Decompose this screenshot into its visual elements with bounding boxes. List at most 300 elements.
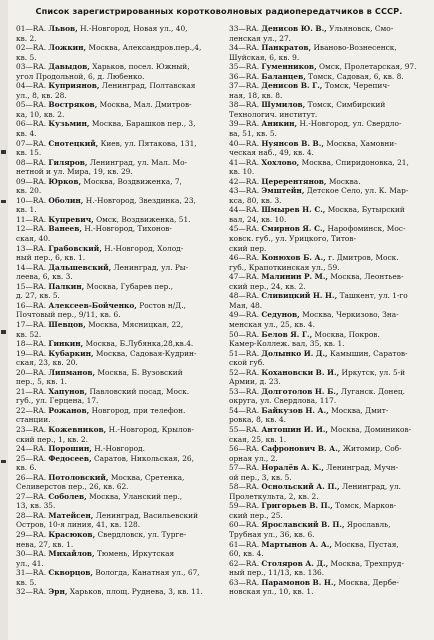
entry-callsign: 20—RA. (16, 367, 47, 377)
entry-address-continuation: ский пер., 25. (229, 510, 283, 520)
entry-callsign: 32—RA. (16, 587, 47, 597)
entry-owner-name: Норалёв А. К., (261, 463, 324, 473)
entry-address-continuation: ная, 18, кв. 8. (229, 90, 283, 100)
entry-address: Павловский посад, Моск. (89, 386, 190, 396)
registry-entry (16, 244, 219, 254)
entry-callsign: 42—RA. (229, 176, 260, 186)
entry-owner-name: Денисов Ю. В., (261, 24, 327, 33)
entry-address: Луганск. Донец. (340, 386, 405, 396)
entry-owner-name: Седунов, (261, 310, 300, 320)
entry-address: Вологда, Канатная ул., 67, (95, 568, 200, 578)
entry-owner-name: Давыдов, (48, 62, 90, 72)
entry-address: Москва, Черкизово, Зна- (302, 310, 399, 320)
entry-owner-name: Купревич, (48, 214, 94, 224)
entry-callsign: 07—RA. (16, 138, 47, 148)
entry-address: Свердловск, ул. Турге- (97, 529, 187, 539)
entry-callsign: 21—RA. (16, 386, 47, 396)
entry-address-continuation: Пролеткульта, 2, кв. 2. (229, 491, 319, 501)
entry-address-continuation: округа, ул. Свердлова, 117. (229, 396, 337, 406)
entry-owner-name: Востряков, (48, 100, 98, 110)
registry-entry (229, 177, 425, 187)
entry-callsign: 25—RA. (16, 453, 47, 463)
entry-owner-name: Баланцев, (261, 71, 306, 81)
entry-address-continuation: губ., Крапоткинская ул., 59. (229, 262, 340, 272)
entry-address: Москва, Барашков пер., 3, (91, 119, 196, 129)
entry-address-continuation: Остров, 10-я линия, 41, кв. 128. (16, 520, 141, 530)
registry-entry (229, 253, 425, 263)
entry-owner-name: Панкратов, (261, 43, 312, 53)
registry-entry (229, 310, 425, 320)
entry-owner-name: Гиляров, (48, 157, 88, 167)
entry-callsign: 46—RA. (229, 253, 260, 263)
entry-address-continuation: Камер-Коллеж. вал, 35, кв. 1. (229, 339, 345, 349)
entry-address: Тюмень, Иркутская (96, 549, 175, 559)
entry-owner-name: Денисов В. Г., (261, 81, 323, 91)
entry-owner-name: Рожанов, (48, 405, 90, 415)
registry-entry (229, 62, 425, 72)
entry-owner-name: Долынко И. Д., (261, 348, 328, 358)
entry-address: Томск, Марков- (335, 501, 397, 511)
entry-address: Омск, Воздвиженка, 51. (96, 214, 191, 224)
entry-callsign: 50—RA. (229, 329, 260, 339)
entry-address: Ленинград, ул. Ры- (113, 262, 189, 272)
entry-address: Москва, Губарев пер., (86, 281, 174, 291)
entry-address: Н.-Новгород, Крылов- (108, 424, 194, 434)
entry-address-continuation: кв. 6. (16, 463, 37, 473)
entry-owner-name: Малинин Р. М., (261, 272, 328, 282)
registry-entry (16, 119, 219, 129)
entry-address: Москва, Спиридоновка, 21, (301, 157, 409, 167)
entry-owner-name: Столяров А. Д., (261, 558, 329, 568)
entry-callsign: 39—RA. (229, 119, 260, 129)
entry-owner-name: Юрков, (48, 176, 82, 186)
entry-owner-name: Ванеев, (48, 224, 82, 234)
entry-address-continuation: Шуйская, 6, кв. 9. (229, 52, 300, 62)
registry-entry (16, 587, 219, 597)
entry-address-continuation: орная ул., 2. (229, 453, 278, 463)
entry-address: Томск, Садовая, 6, кв. 8. (308, 71, 404, 81)
registry-entry (16, 224, 219, 234)
entry-owner-name: Хохлово, (261, 157, 300, 167)
entry-callsign: 06—RA. (16, 119, 47, 129)
entry-callsign: 59—RA. (229, 501, 260, 511)
entry-owner-name: Порошин, (48, 444, 92, 454)
entry-owner-name: Гуменников, (261, 62, 317, 72)
entry-callsign: 56—RA. (229, 444, 260, 454)
entry-address: Камышин, Саратов- (329, 348, 408, 358)
entry-callsign: 04—RA. (16, 81, 47, 91)
entry-callsign: 17—RA. (16, 319, 47, 329)
entry-callsign: 40—RA. (229, 138, 260, 148)
entry-address: Нарофоминск, Мос- (327, 224, 406, 234)
entry-callsign: 35—RA. (229, 62, 260, 72)
entry-owner-name: Снотецкий, (48, 138, 99, 148)
entry-owner-name: Парамонов В. Н., (261, 577, 337, 587)
entry-callsign: 15—RA. (16, 281, 47, 291)
entry-address-continuation: нетной и ул. Мира, 19, кв. 29. (16, 167, 133, 177)
registry-entry (16, 177, 219, 187)
entry-owner-name: Хапунов, (48, 386, 88, 396)
entry-address-continuation: ленская ул., 27. (229, 33, 292, 43)
entry-owner-name: Скворцов, (48, 568, 93, 578)
entry-callsign: 29—RA. (16, 529, 47, 539)
entry-callsign: 33—RA. (229, 24, 260, 33)
entry-owner-name: Гинкин, (48, 339, 84, 349)
entry-callsign: 16—RA. (16, 300, 47, 310)
registry-entry (16, 349, 219, 359)
entry-callsign: 22—RA. (16, 405, 47, 415)
entry-owner-name: Эрн, (48, 587, 68, 597)
registry-entry (229, 540, 425, 550)
entry-address: Детское Село, ул. К. Мар- (306, 186, 409, 196)
document-title: Список зарегистрированных коротковолновых радиопередатчиков в СССР. (35, 6, 403, 16)
entry-callsign: 08—RA. (16, 157, 47, 167)
entry-address: Ташкент, ул. 1-го (339, 291, 408, 301)
entry-callsign: 19—RA. (16, 348, 47, 358)
entry-address: Москва, Покров. (314, 329, 380, 339)
registry-entry (16, 282, 219, 292)
registry-entry (16, 444, 219, 454)
entry-address: Харьков, площ. Руднева, 3, кв. 11. (69, 587, 203, 597)
entry-callsign: 12—RA. (16, 224, 47, 234)
registry-entry (16, 511, 219, 521)
entry-owner-name: Долготолов Н. Б., (261, 386, 339, 396)
entry-address-continuation: менская ул., 25, кв. 4. (229, 319, 315, 329)
entry-address: Москва. (328, 176, 361, 186)
entry-address: Москва, Хамовни- (326, 138, 397, 148)
entry-callsign: 53—RA. (229, 386, 260, 396)
entry-address-continuation: ский пер., 1, кв. 2. (16, 434, 88, 444)
entry-callsign: 55—RA. (229, 424, 260, 434)
entry-callsign: 31—RA. (16, 568, 47, 578)
entry-address-continuation: ской губ. (229, 358, 265, 368)
entry-owner-name: Эмштейн, (261, 186, 305, 196)
entry-address: Москва, Воздвиженка, 7, (83, 176, 182, 186)
entry-address-continuation: угол Продольной, 6, д. Любенко. (16, 71, 145, 81)
entry-address-continuation: вал, 24, кв. 10. (229, 214, 287, 224)
entry-owner-name: Ярославский В. П., (261, 520, 345, 530)
registry-entry (229, 291, 425, 301)
entry-owner-name: Аникин, (261, 119, 298, 129)
registry-entry (16, 473, 219, 483)
registry-entry (229, 119, 425, 129)
entry-callsign: 41—RA. (229, 157, 260, 167)
entry-address: Москва, Леонтьев- (330, 272, 404, 282)
entry-address: Ленинград, Полтавская (101, 81, 196, 91)
entry-address-continuation: кв. 5. (16, 577, 37, 587)
entry-address: Ленинград, ул. Мал. Мо- (89, 157, 188, 167)
edge-mark (1, 330, 6, 334)
entry-callsign: 62—RA. (229, 558, 260, 568)
entry-owner-name: Григорьев В. П., (261, 501, 333, 511)
registry-entry (229, 501, 425, 511)
entry-address: Москва, Мясницкая, 22, (88, 319, 184, 329)
registry-entry (229, 43, 425, 53)
registry-entry (16, 301, 219, 311)
registry-entry (16, 425, 219, 435)
entry-address-continuation: кса, 80, кв. 3. (229, 195, 282, 205)
entry-owner-name: Кожевников, (48, 424, 107, 434)
registry-entry (16, 263, 219, 273)
entry-owner-name: Ложкин, (48, 43, 87, 53)
entry-address-continuation: Технологич. институт. (229, 109, 318, 119)
registry-entry (229, 72, 425, 82)
registry-entry (16, 454, 219, 464)
entry-address-continuation: ва, 51, кв. 5. (229, 129, 277, 139)
entry-address: Ростов н/Д., (139, 300, 186, 310)
entry-callsign: 30—RA. (16, 549, 47, 559)
entry-address: Москва, Садовая-Кудрин- (95, 348, 197, 358)
entry-owner-name: Матейсен, (48, 510, 94, 520)
entry-owner-name: Грабовский, (48, 243, 102, 253)
entry-owner-name: Оболин, (48, 195, 84, 205)
entry-address: Н.-Новгород, Холод- (104, 243, 184, 253)
entry-callsign: 51—RA. (229, 348, 260, 358)
entry-address-continuation: ой пер., 3, кв. 5. (229, 472, 292, 482)
registry-entry (229, 520, 425, 530)
entry-callsign: 37—RA. (229, 81, 260, 91)
entry-address: Москва, Александров.пер.,4, (88, 43, 202, 53)
entry-callsign: 09—RA. (16, 176, 47, 186)
entry-address: Ленинград, Васильевский (95, 510, 199, 520)
entry-owner-name: Сафронович В. А., (261, 444, 341, 454)
registry-entry (229, 272, 425, 282)
entry-callsign: 58—RA. (229, 482, 260, 492)
registry-entry (16, 43, 219, 53)
entry-callsign: 49—RA. (229, 310, 260, 320)
entry-address-continuation: ская, 23, кв. 20. (16, 358, 78, 368)
entry-address-continuation: леева, 6, кв. 3. (16, 272, 73, 282)
entry-address: Москва, Мал. Дмитров- (99, 100, 192, 110)
entry-address-continuation: ская, 40. (16, 234, 51, 244)
entry-callsign: 38—RA. (229, 100, 260, 110)
left-column (16, 24, 219, 597)
entry-owner-name: Шумилов, (261, 100, 306, 110)
entry-address-continuation: кв. 5. (16, 52, 37, 62)
registry-entry (229, 578, 425, 588)
registry-entry (16, 139, 219, 149)
right-column (229, 24, 425, 597)
entry-owner-name: Дальшевский, (48, 262, 112, 272)
entry-address: Новгород, при телефон. (91, 405, 186, 415)
entry-callsign: 26—RA. (16, 472, 47, 482)
entry-owner-name: Кузьмин, (48, 119, 90, 129)
entry-address-continuation: Мая, 48. (229, 300, 263, 310)
entry-address: Москва, Дербе- (338, 577, 399, 587)
entry-address-continuation: кв. 15. (16, 148, 42, 158)
registry-entry (16, 492, 219, 502)
entry-callsign: 48—RA. (229, 291, 260, 301)
edge-mark (1, 460, 6, 463)
entry-address: Москва, Домиников- (330, 424, 412, 434)
registry-entry (16, 368, 219, 378)
registry-entry (229, 368, 425, 378)
entry-owner-name: Кубаркин, (48, 348, 94, 358)
binding-edge (0, 0, 8, 640)
registry-entry (229, 224, 425, 234)
entry-callsign: 10—RA. (16, 195, 47, 205)
entry-callsign: 60—RA. (229, 520, 260, 530)
entry-owner-name: Белов Я. Г., (261, 329, 313, 339)
registry-entry (16, 24, 219, 34)
entry-address: Москва, Уланский пер., (89, 491, 183, 501)
registry-entry (16, 158, 219, 168)
registry-entry (229, 463, 425, 473)
registry-entry (229, 425, 425, 435)
entry-callsign: 14—RA. (16, 262, 47, 272)
entry-owner-name: Липманов, (48, 367, 96, 377)
entry-address-continuation: кв. 52. (16, 329, 42, 339)
registry-entry (16, 215, 219, 225)
entry-address: Н.-Новгород. (94, 444, 145, 454)
entry-callsign: 36—RA. (229, 71, 260, 81)
entry-owner-name: Конюхов Б. А., (261, 253, 326, 263)
registry-entry (16, 100, 219, 110)
entry-owner-name: Красюков, (48, 529, 96, 539)
entry-address: Ярославль, (346, 520, 391, 530)
entry-address-continuation: кв. 20. (16, 186, 42, 196)
entry-callsign: 28—RA. (16, 510, 47, 520)
entry-owner-name: Оснольский А. П., (261, 482, 340, 492)
entry-address-continuation: пер., 5, кв. 1. (16, 377, 68, 387)
entry-address: Томск, Симбирский (307, 100, 386, 110)
entry-callsign: 13—RA. (16, 243, 47, 253)
entry-callsign: 27—RA. (16, 491, 47, 501)
entry-owner-name: Шевцов, (48, 319, 86, 329)
entry-owner-name: Церерентянов, (261, 176, 327, 186)
registry-entry (229, 158, 425, 168)
entry-address-continuation: губ., ул. Герцена, 17. (16, 396, 99, 406)
entry-address: Иваново-Вознесенск, (313, 43, 397, 53)
entry-address-continuation: ческая наб., 49, кв. 4. (229, 148, 314, 158)
entry-callsign: 05—RA. (16, 100, 47, 110)
entry-callsign: 52—RA. (229, 367, 260, 377)
entry-owner-name: Михайлов, (48, 549, 95, 559)
entry-address: г. Дмитров, Моск. (328, 253, 399, 263)
entry-callsign: 57—RA. (229, 463, 260, 473)
entry-address-continuation: кв. 2. (16, 33, 37, 43)
entry-address-continuation: ковск. губ., ул. Урицкого, Титов- (229, 234, 357, 244)
entry-callsign: 45—RA. (229, 224, 260, 234)
entry-address: Москва, Сретенка, (110, 472, 185, 482)
registry-entry (16, 339, 219, 349)
registry-entry (16, 387, 219, 397)
entry-address: Н.-Новгород, Новая ул., 40, (80, 24, 188, 33)
entry-address-continuation: ский пер. (229, 243, 267, 253)
registry-entry (229, 559, 425, 569)
registry-entry (229, 24, 425, 34)
entry-owner-name: Куприянов, (48, 81, 100, 91)
registry-entry (16, 530, 219, 540)
entry-address-continuation: нева, 27, кв. 1. (16, 539, 74, 549)
registry-entry (229, 100, 425, 110)
edge-mark (1, 150, 6, 154)
registry-entry (16, 196, 219, 206)
registry-entry (229, 349, 425, 359)
registry-entry (16, 320, 219, 330)
entry-address: Житомир, Соб- (342, 444, 402, 454)
entry-address: Киев, ул. Пятакова, 131, (100, 138, 197, 148)
entry-address: Ульяновск, Смо- (329, 24, 394, 33)
entry-owner-name: Сливицкий Н. Н., (261, 291, 338, 301)
entry-address-continuation: кв. 1. (16, 205, 37, 215)
entry-owner-name: Шмырев Н. С., (261, 205, 326, 215)
entry-address-continuation: 13, кв. 35. (16, 501, 56, 511)
entry-callsign: 24—RA. (16, 444, 47, 454)
entry-address: Иркутск, ул. 5-й (341, 367, 406, 377)
registry-entry (229, 139, 425, 149)
entry-address: Томск, Черепич- (324, 81, 390, 91)
entry-address: Москва, Трехпруд- (330, 558, 404, 568)
entry-address-continuation: кв. 10. (229, 167, 255, 177)
entry-address-continuation: ный пер., 6, кв. 1. (16, 253, 86, 263)
entry-owner-name: Потоловский, (48, 472, 109, 482)
entry-callsign: 61—RA. (229, 539, 260, 549)
entry-callsign: 23—RA. (16, 424, 47, 434)
entry-address-continuation: новская ул., 10, кв. 1. (229, 587, 314, 597)
entry-owner-name: Нуянсов В. В., (261, 138, 324, 148)
entry-address: Москва, Бутырский (327, 205, 405, 215)
entry-callsign: 01—RA. (16, 24, 47, 33)
entry-callsign: 18—RA. (16, 339, 47, 349)
entry-address: Москва, Дмит- (331, 405, 389, 415)
entry-address-continuation: ка, 10, кв. 2. (16, 109, 65, 119)
registry-entry (229, 387, 425, 397)
entry-callsign: 63—RA. (229, 577, 260, 587)
entry-address: Н.-Новгород, ул. Свердло- (299, 119, 402, 129)
entry-address: Омск, Пролетарская, 97. (319, 62, 417, 72)
entry-address-continuation: ская, 25, кв. 1. (229, 434, 287, 444)
entry-address: Ленинград, Мучн- (326, 463, 399, 473)
entry-address: Москва, Б.Лубянка,28,кв.4. (85, 339, 194, 349)
entry-address-continuation: Селиверстов пер., 26, кв. 62. (16, 482, 129, 492)
entry-address: Саратов, Никольская, 26, (93, 453, 194, 463)
entry-address: Ленинград, ул. (341, 482, 401, 492)
entry-owner-name: Кохановски В. И., (261, 367, 340, 377)
registry-entry (229, 406, 425, 416)
registry-entry (229, 81, 425, 91)
registry-entry (16, 62, 219, 72)
registry-entry (16, 549, 219, 559)
entry-address-continuation: Армии, д. 23. (229, 377, 281, 387)
entry-address-continuation: 60, кв. 4. (229, 549, 264, 559)
registry-entry (229, 482, 425, 492)
entry-owner-name: Мартынов А. А., (261, 539, 332, 549)
entry-callsign: 03—RA. (16, 62, 47, 72)
entry-owner-name: Байкузов Н. А., (261, 405, 329, 415)
entry-address-continuation: станции. (16, 415, 51, 425)
registry-entry (16, 81, 219, 91)
registry-entry (229, 444, 425, 454)
registry-entry (229, 205, 425, 215)
entry-callsign: 02—RA. (16, 43, 47, 53)
entry-address-continuation: ный пер., 11/13, кв. 136. (229, 568, 325, 578)
registry-entry (229, 330, 425, 340)
entry-address-continuation: Трубная ул., 36, кв. 6. (229, 529, 315, 539)
registry-entry (16, 406, 219, 416)
entry-address: Н.-Новгород, Тихонов- (84, 224, 172, 234)
entry-address-continuation: кв. 4. (16, 129, 37, 139)
entry-owner-name: Алексеев-Бойченко, (48, 300, 137, 310)
entry-address-continuation: д. 27, кв. 5. (16, 291, 60, 301)
entry-address: Москва, Б. Вузовский (97, 367, 183, 377)
entry-address: Москва, Пустая, (334, 539, 399, 549)
entry-owner-name: Смирнов Я. С., (261, 224, 326, 234)
entry-address: Харьков, посел. Южный, (92, 62, 190, 72)
entry-address-continuation: ровка, 8, кв. 4. (229, 415, 286, 425)
registry-entry (16, 568, 219, 578)
entry-owner-name: Соболев, (48, 491, 87, 501)
